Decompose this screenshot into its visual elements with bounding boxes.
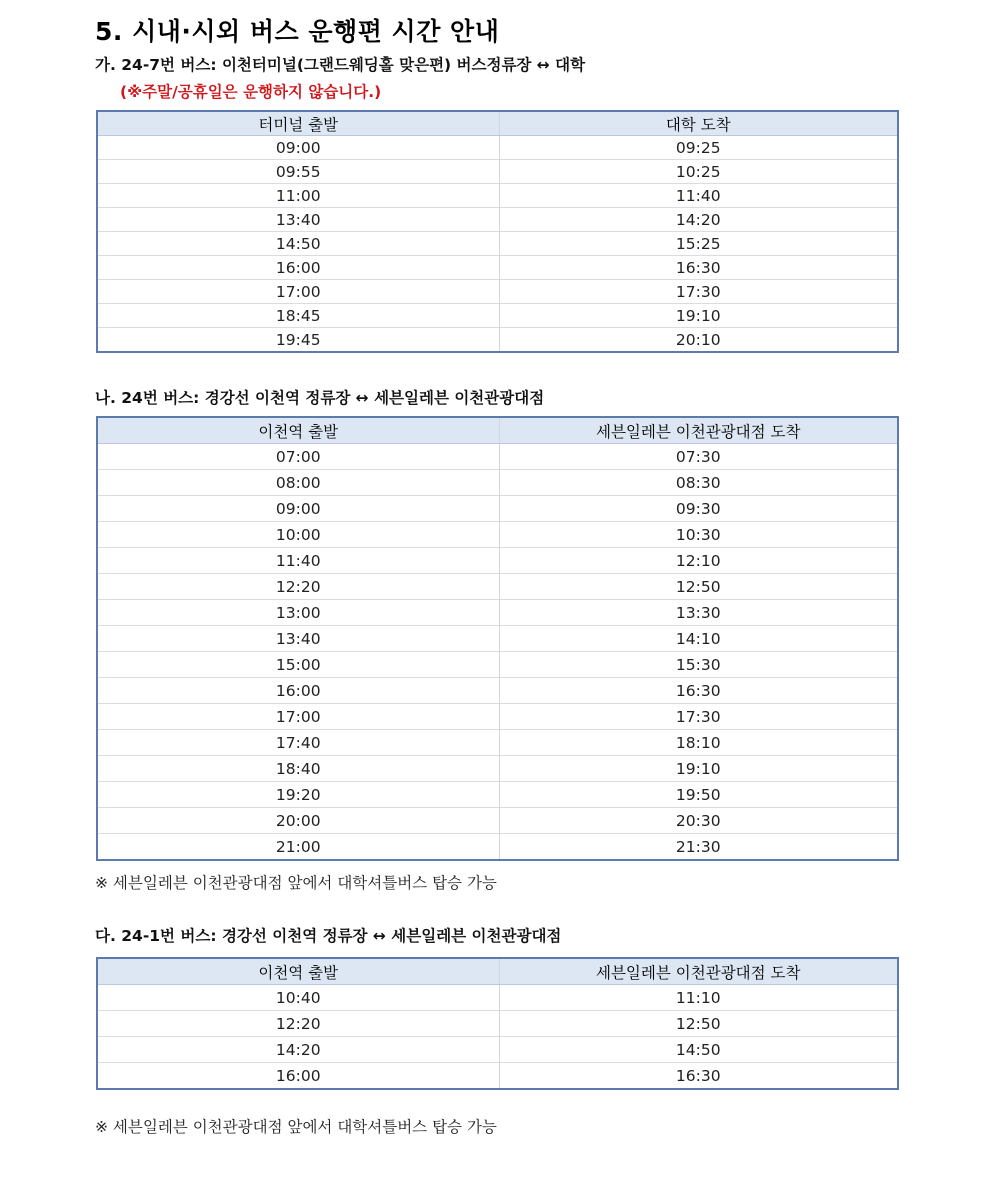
departure-time: 16:00 (97, 256, 499, 280)
arrival-time: 11:40 (499, 184, 898, 208)
table-row (97, 985, 898, 1011)
table-row (97, 522, 898, 548)
section-a-warning: (※주말/공휴일은 운행하지 않습니다.) (120, 83, 382, 101)
departure-time: 13:40 (97, 626, 499, 652)
departure-time: 17:00 (97, 280, 499, 304)
departure-time: 17:00 (97, 704, 499, 730)
arrival-time: 14:50 (499, 1037, 898, 1063)
schedule-body-b (97, 444, 898, 861)
header-arrival: 대학 도착 (499, 111, 898, 136)
arrival-time: 19:10 (499, 756, 898, 782)
arrival-time: 10:30 (499, 522, 898, 548)
departure-time: 21:00 (97, 834, 499, 861)
departure-time: 07:00 (97, 444, 499, 470)
departure-time: 15:00 (97, 652, 499, 678)
arrival-time: 15:30 (499, 652, 898, 678)
table-row (97, 808, 898, 834)
table-row (97, 600, 898, 626)
departure-time: 18:45 (97, 304, 499, 328)
departure-time: 10:40 (97, 985, 499, 1011)
departure-time: 13:00 (97, 600, 499, 626)
section-a-title: 가. 24-7번 버스: 이천터미널(그랜드웨딩홀 맞은편) 버스정류장 ↔ 대학 (95, 56, 586, 74)
departure-time: 19:45 (97, 328, 499, 353)
table-row (97, 782, 898, 808)
table-row (97, 652, 898, 678)
header-departure: 이천역 출발 (97, 958, 499, 985)
arrival-time: 13:30 (499, 600, 898, 626)
table-row (97, 328, 898, 353)
table-row (97, 834, 898, 861)
arrival-time: 10:25 (499, 160, 898, 184)
arrival-time: 18:10 (499, 730, 898, 756)
table-header-row (97, 111, 898, 136)
arrival-time: 12:50 (499, 1011, 898, 1037)
header-departure: 터미널 출발 (97, 111, 499, 136)
arrival-time: 14:10 (499, 626, 898, 652)
table-row (97, 704, 898, 730)
departure-time: 09:00 (97, 136, 499, 160)
departure-time: 11:40 (97, 548, 499, 574)
section-b-note: ※ 세븐일레븐 이천관광대점 앞에서 대학셔틀버스 탑승 가능 (95, 874, 497, 892)
departure-time: 12:20 (97, 574, 499, 600)
table-row (97, 1011, 898, 1037)
table-row (97, 678, 898, 704)
table-row (97, 730, 898, 756)
arrival-time: 12:50 (499, 574, 898, 600)
departure-time: 10:00 (97, 522, 499, 548)
schedule-table-b (96, 416, 899, 861)
page-title: 5. 시내·시외 버스 운행편 시간 안내 (95, 17, 500, 46)
departure-time: 09:55 (97, 160, 499, 184)
section-c-title: 다. 24-1번 버스: 경강선 이천역 정류장 ↔ 세븐일레븐 이천관광대점 (95, 927, 562, 945)
departure-time: 19:20 (97, 782, 499, 808)
arrival-time: 19:50 (499, 782, 898, 808)
header-departure: 이천역 출발 (97, 417, 499, 444)
table-row (97, 756, 898, 782)
departure-time: 11:00 (97, 184, 499, 208)
arrival-time: 16:30 (499, 256, 898, 280)
arrival-time: 16:30 (499, 1063, 898, 1090)
table-header-row (97, 417, 898, 444)
departure-time: 12:20 (97, 1011, 499, 1037)
table-row (97, 184, 898, 208)
arrival-time: 21:30 (499, 834, 898, 861)
table-header-row (97, 958, 898, 985)
table-row (97, 1063, 898, 1090)
arrival-time: 12:10 (499, 548, 898, 574)
arrival-time: 09:25 (499, 136, 898, 160)
departure-time: 18:40 (97, 756, 499, 782)
departure-time: 20:00 (97, 808, 499, 834)
schedule-table-c (96, 957, 899, 1090)
departure-time: 08:00 (97, 470, 499, 496)
arrival-time: 15:25 (499, 232, 898, 256)
arrival-time: 09:30 (499, 496, 898, 522)
arrival-time: 20:30 (499, 808, 898, 834)
arrival-time: 07:30 (499, 444, 898, 470)
table-row (97, 626, 898, 652)
departure-time: 09:00 (97, 496, 499, 522)
table-row (97, 548, 898, 574)
arrival-time: 17:30 (499, 704, 898, 730)
departure-time: 16:00 (97, 678, 499, 704)
header-arrival: 세븐일레븐 이천관광대점 도착 (499, 417, 898, 444)
arrival-time: 16:30 (499, 678, 898, 704)
table-row (97, 280, 898, 304)
table-row (97, 574, 898, 600)
table-row (97, 470, 898, 496)
table-row (97, 304, 898, 328)
departure-time: 13:40 (97, 208, 499, 232)
table-row (97, 232, 898, 256)
table-row (97, 160, 898, 184)
section-c-note: ※ 세븐일레븐 이천관광대점 앞에서 대학셔틀버스 탑승 가능 (95, 1118, 497, 1136)
arrival-time: 08:30 (499, 470, 898, 496)
section-b-title: 나. 24번 버스: 경강선 이천역 정류장 ↔ 세븐일레븐 이천관광대점 (95, 389, 545, 407)
schedule-body-c (97, 985, 898, 1090)
arrival-time: 14:20 (499, 208, 898, 232)
schedule-table-a (96, 110, 899, 353)
departure-time: 14:20 (97, 1037, 499, 1063)
departure-time: 17:40 (97, 730, 499, 756)
table-row (97, 1037, 898, 1063)
arrival-time: 17:30 (499, 280, 898, 304)
header-arrival: 세븐일레븐 이천관광대점 도착 (499, 958, 898, 985)
table-row (97, 496, 898, 522)
table-row (97, 208, 898, 232)
departure-time: 14:50 (97, 232, 499, 256)
arrival-time: 20:10 (499, 328, 898, 353)
departure-time: 16:00 (97, 1063, 499, 1090)
schedule-body-a (97, 136, 898, 353)
table-row (97, 136, 898, 160)
arrival-time: 11:10 (499, 985, 898, 1011)
table-row (97, 444, 898, 470)
table-row (97, 256, 898, 280)
arrival-time: 19:10 (499, 304, 898, 328)
